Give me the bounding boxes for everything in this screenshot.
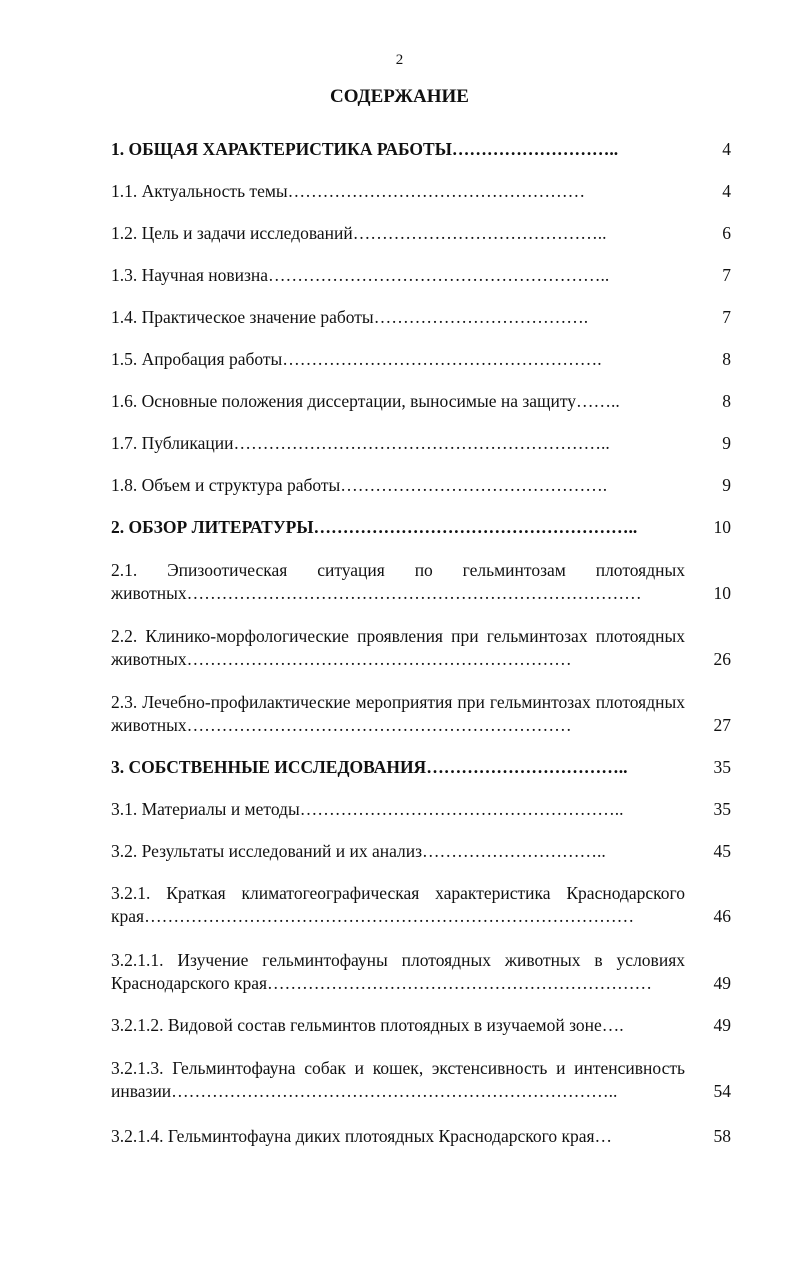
toc-entry-page: 4 <box>722 139 731 159</box>
toc-entry-page: 58 <box>713 1126 731 1146</box>
toc-entry-1-3 <box>111 264 731 287</box>
toc-entry-text: 2.1. Эпизоотическая ситуация по гельминтозам плотоядных животных…………………………………………………………………… <box>111 560 685 603</box>
toc-entry-page: 8 <box>722 349 731 369</box>
toc-entry-text: 1.7. Публикации……………………………………………………….. <box>111 433 610 453</box>
toc-entry-page: 9 <box>722 433 731 453</box>
toc-entry-3 <box>111 756 731 779</box>
toc-entry-text: 1. ОБЩАЯ ХАРАКТЕРИСТИКА РАБОТЫ……………………….. <box>111 139 619 159</box>
toc-entry-page: 7 <box>722 265 731 285</box>
toc-entry-text: 3.2.1. Краткая климатогеографическая характеристика Краснодарского края………………………………………………………………………… <box>111 883 685 926</box>
toc-entry-text: 1.4. Практическое значение работы………………………………. <box>111 307 589 327</box>
toc-entry-3-2-1-3 <box>111 1057 731 1103</box>
toc-entry-text: 1.8. Объем и структура работы………………………………………. <box>111 475 608 495</box>
toc-entry-page: 10 <box>713 517 731 537</box>
toc-entry-page: 35 <box>713 799 731 819</box>
toc-entry-3-2-1-4 <box>111 1125 731 1148</box>
toc-entry-page: 10 <box>713 583 731 603</box>
toc-entry-page: 8 <box>722 391 731 411</box>
toc-entry-page: 9 <box>722 475 731 495</box>
toc-entry-text: 1.5. Апробация работы………………………………………………. <box>111 349 602 369</box>
toc-entry-page: 54 <box>713 1081 731 1101</box>
toc-entry-text: 3.2. Результаты исследований и их анализ………………………….. <box>111 841 606 861</box>
toc-entry-text: 1.3. Научная новизна………………………………………………….. <box>111 265 610 285</box>
page-title: СОДЕРЖАНИЕ <box>330 86 469 107</box>
toc-entry-page: 35 <box>713 757 731 777</box>
toc-entry-1-4 <box>111 306 731 329</box>
toc-entry-text: 3.1. Материалы и методы……………………………………………….. <box>111 799 624 819</box>
toc-entry-text: 3. СОБСТВЕННЫЕ ИССЛЕДОВАНИЯ…………………………….. <box>111 757 628 777</box>
toc-entry-text: 1.2. Цель и задачи исследований…………………………………….. <box>111 223 607 243</box>
toc-entry-page: 45 <box>713 841 731 861</box>
toc-entry-text: 3.2.1.3. Гельминтофауна собак и кошек, экстенсивность и интенсивность инвазии………………………………………………………………….. <box>111 1058 685 1101</box>
page-number: 2 <box>395 52 404 68</box>
toc-entry-2-3 <box>111 691 731 737</box>
toc-entry-1-8 <box>111 474 731 497</box>
toc-entry-page: 7 <box>722 307 731 327</box>
toc-entry-page: 49 <box>713 1015 731 1035</box>
toc-entry-3-1 <box>111 798 731 821</box>
toc-entry-text: 3.2.1.2. Видовой состав гельминтов плотоядных в изучаемой зоне…. <box>111 1015 624 1035</box>
toc-entry-text: 2.2. Клинико-морфологические проявления при гельминтозах плотоядных животных………………………………………………………… <box>111 626 685 669</box>
toc-entry-3-2 <box>111 840 731 863</box>
toc-entry-text: 1.6. Основные положения диссертации, выносимые на защиту…….. <box>111 391 620 411</box>
toc-entry-page: 6 <box>722 223 731 243</box>
toc-entry-page: 49 <box>713 973 731 993</box>
toc-entry-1-1 <box>111 180 731 203</box>
toc-entry-1 <box>111 138 731 161</box>
toc-entry-3-2-1-1 <box>111 949 731 995</box>
toc-entry-1-6 <box>111 390 731 413</box>
toc-entry-text: 3.2.1.4. Гельминтофауна диких плотоядных Краснодарского края… <box>111 1126 613 1146</box>
toc-entry-text: 2. ОБЗОР ЛИТЕРАТУРЫ……………………………………………….. <box>111 517 638 537</box>
toc-entry-page: 27 <box>713 715 731 735</box>
toc-entry-1-5 <box>111 348 731 371</box>
toc-entry-2 <box>111 516 731 539</box>
toc-entry-2-1 <box>111 559 731 605</box>
toc-entry-page: 26 <box>713 649 731 669</box>
toc-entry-3-2-1 <box>111 882 731 928</box>
toc-entry-3-2-1-2 <box>111 1014 731 1037</box>
toc-entry-page: 4 <box>722 181 731 201</box>
toc-entry-text: 3.2.1.1. Изучение гельминтофауны плотоядных животных в условиях Краснодарского края………………………………………………………… <box>111 950 685 993</box>
toc-entry-2-2 <box>111 625 731 671</box>
toc-entry-1-2 <box>111 222 731 245</box>
toc-entry-1-7 <box>111 432 731 455</box>
toc-entry-text: 2.3. Лечебно-профилактические мероприятия при гельминтозах плотоядных животных………………………………………………………… <box>111 692 685 735</box>
toc-entry-page: 46 <box>713 906 731 926</box>
toc-entry-text: 1.1. Актуальность темы…………………………………………… <box>111 181 586 201</box>
